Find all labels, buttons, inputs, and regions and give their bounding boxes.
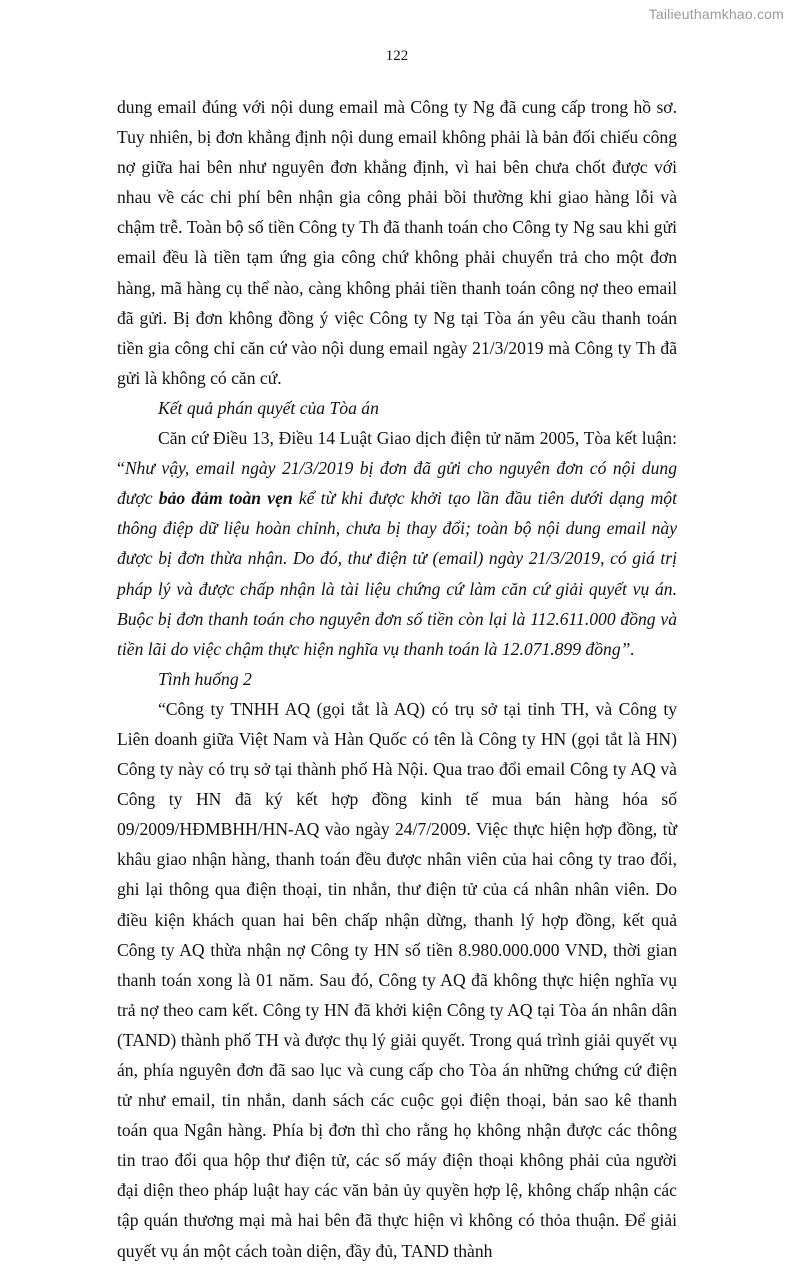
conclusion-quote-emphasis: bảo đảm toàn vẹn	[158, 488, 293, 509]
paragraph-email-continuation: dung email đúng với nội dung email mà Công ty Ng đã cung cấp trong hồ sơ. Tuy nhiên, bị đơn khẳng định nội dung email không phải là bản đối chiếu công nợ giữa hai bên như nguyên đơn khẳng định, vì hai bên chưa chốt được với nhau về các chi phí bên nhận gia công phải bồi thường khi giao hàng lỗi và chậm trễ. Toàn bộ số tiền Công ty Th đã thanh toán cho Công ty Ng sau khi gửi email đều là tiền tạm ứng gia công chứ không phải chuyển trả cho một đơn hàng, mã hàng cụ thể nào, càng không phải tiền thanh toán công nợ theo email đã gửi. Bị đơn không đồng ý việc Công ty Ng tại Tòa án yêu cầu thanh toán tiền gia công chỉ căn cứ vào nội dung email ngày 21/3/2019 mà Công ty Th đã gửi là không có căn cứ.	[117, 97, 677, 388]
paragraph-court-conclusion	[117, 423, 677, 664]
section-heading-case-2: Tình huống 2	[158, 668, 252, 689]
watermark: Tailieuthamkhao.com	[648, 6, 784, 22]
paragraph-case-2: “Công ty TNHH AQ (gọi tắt là AQ) có trụ sở tại tỉnh TH, và Công ty Liên doanh giữa Việt Nam và Hàn Quốc có tên là Công ty HN (gọi tắt là HN) Công ty này có trụ sở tại thành phố Hà Nội. Qua trao đổi email Công ty AQ và Công ty HN đã ký kết hợp đồng kinh tế mua bán hàng hóa số 09/2009/HĐMBHH/HN-AQ vào ngày 24/7/2009. Việc thực hiện hợp đồng, từ khâu giao nhận hàng, thanh toán đều được nhân viên của hai công ty trao đổi, ghi lại thông qua điện thoại, tin nhắn, thư điện tử của cá nhân nhân viên. Do điều kiện khách quan hai bên chấp nhận dừng, thanh lý hợp đồng, kết quả Công ty AQ thừa nhận nợ Công ty HN số tiền 8.980.000.000 VND, thời gian thanh toán xong là 01 năm. Sau đó, Công ty AQ đã không thực hiện nghĩa vụ trả nợ theo cam kết. Công ty HN đã khởi kiện Công ty AQ tại Tòa án nhân dân (TAND) thành phố TH và được thụ lý giải quyết. Trong quá trình giải quyết vụ án, phía nguyên đơn đã sao lục và cung cấp cho Tòa án những chứng cứ điện tử như email, tin nhắn, danh sách các cuộc gọi điện thoại, bản sao kê thanh toán qua Ngân hàng. Phía bị đơn thì cho rằng họ không nhận được các thông tin trao đổi qua hộp thư điện tử, các số máy điện thoại không phải của người đại diện theo pháp luật hay các văn bản ủy quyền hợp lệ, không chấp nhận các tập quán thương mại mà hai bên đã thực hiện vì không có thỏa thuận. Để giải quyết vụ án một cách toàn diện, đầy đủ, TAND thành	[117, 698, 677, 1261]
conclusion-quote-a: Như vậy, email ngày 21/3/2019 bị đơn đã gửi cho nguyên đơn có nội dung được	[117, 458, 677, 509]
section-heading-court-ruling: Kết quả phán quyết của Tòa án	[158, 397, 379, 418]
conclusion-quote-b: kể từ khi được khởi tạo lần đầu tiên dưới dạng một thông điệp dữ liệu hoàn chỉnh, chưa bị thay đổi; toàn bộ nội dung email này được bị đơn thừa nhận. Do đó, thư điện tử (email) ngày 21/3/2019, có giá trị pháp lý và được chấp nhận là tài liệu chứng cứ làm căn cứ giải quyết vụ án. Buộc bị đơn thanh toán cho nguyên đơn số tiền còn lại là 112.611.000 đồng và tiền lãi do việc chậm thực hiện nghĩa vụ thanh toán là 12.071.899 đồng”.	[117, 488, 677, 659]
conclusion-lead: Căn cứ Điều 13, Điều 14 Luật Giao dịch điện tử năm 2005, Tòa kết luận: “	[117, 428, 677, 479]
document-body	[117, 92, 677, 1266]
page-number: 122	[385, 48, 409, 64]
